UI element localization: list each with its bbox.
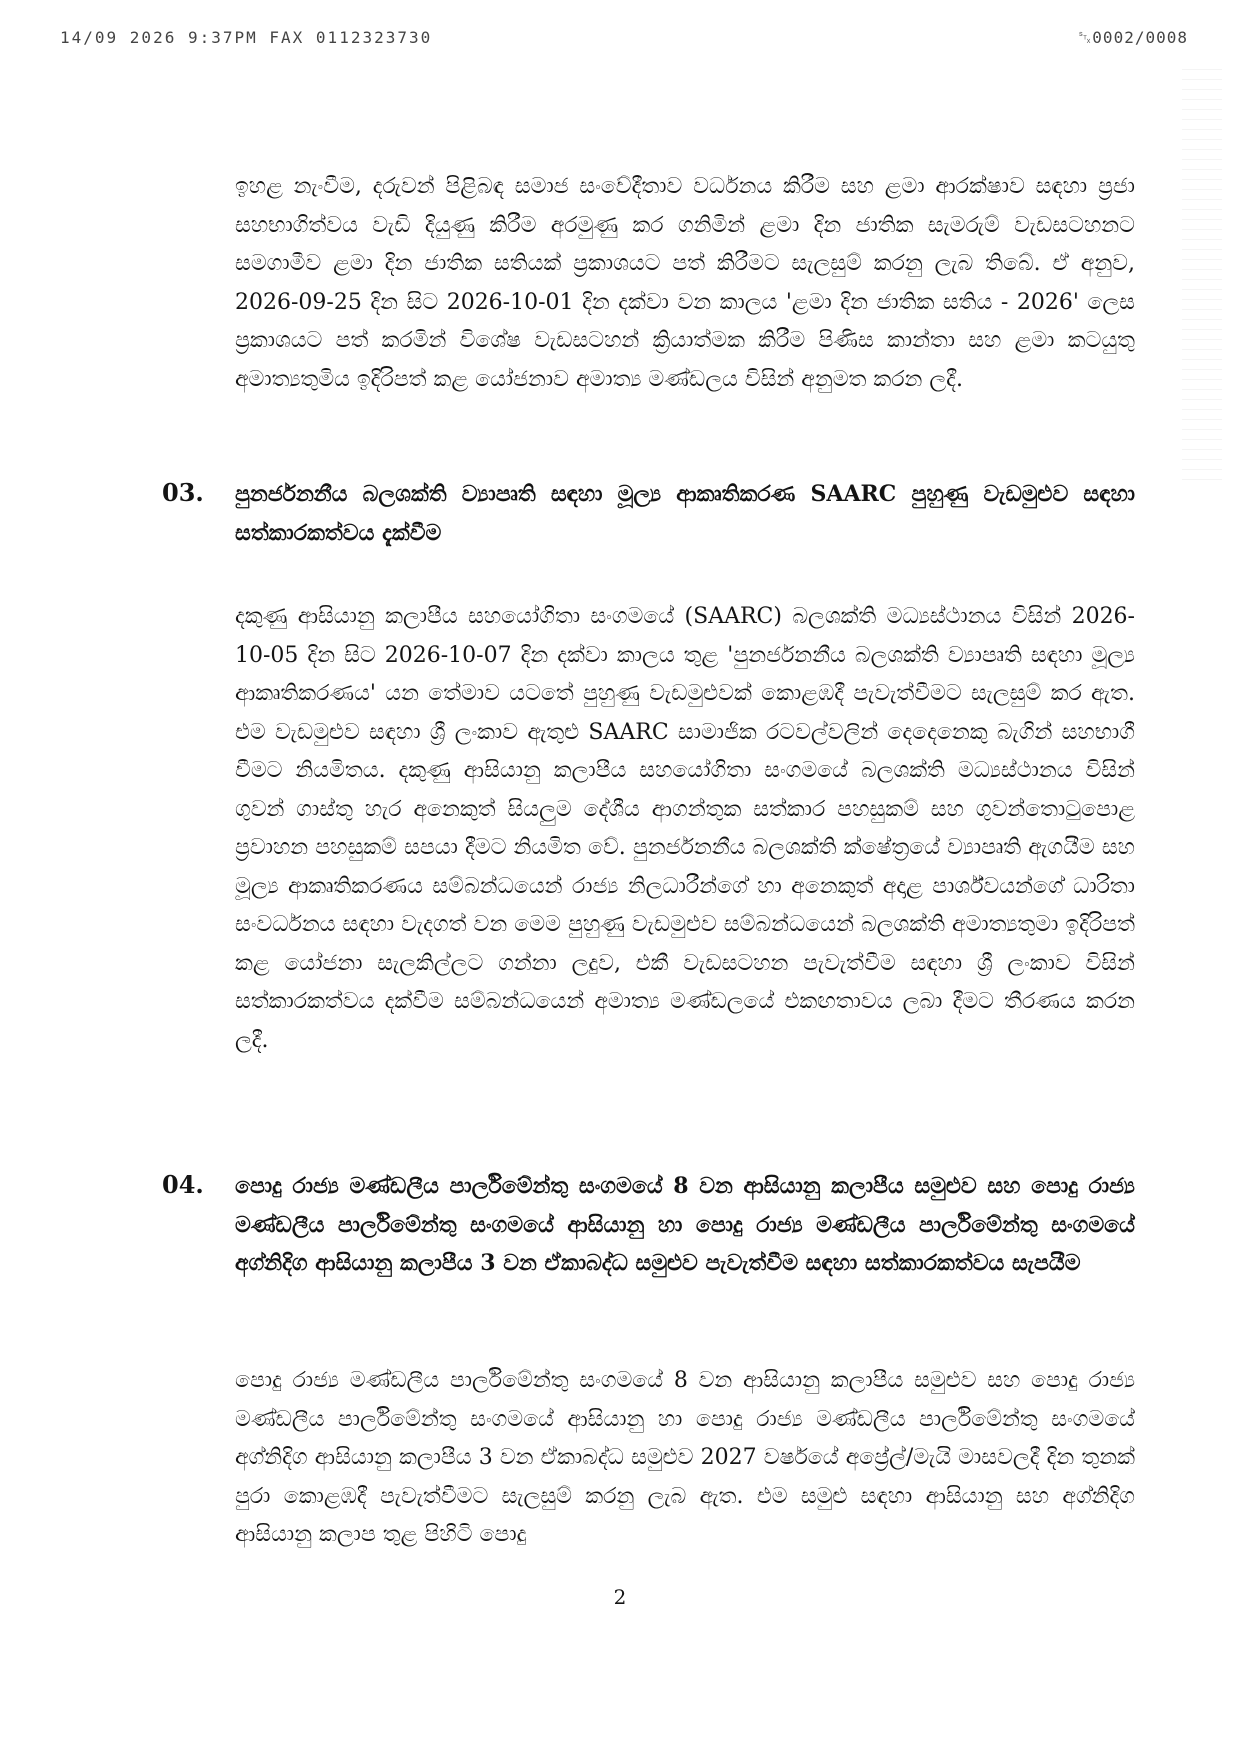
item-title-03: පුනර්ජනනීය බලශක්ති ව්‍යාපෘති සඳහා මූල්‍ය ආකෘතිකරණ SAARC පුහුණු වැඩමුළුව සඳහා සත්කාරකත්වය දැක්වීම: [235, 481, 1135, 546]
item-title-04: පොදු රාජ්‍ය මණ්ඩලීය පාර්ලිමේන්තු සංගමයේ 8 වන ආසියානු කලාපීය සමුළුව සහ පොදු රාජ්‍ය මණ්ඩලීය පාර්ලිමේන්තු සංගමයේ ආසියානු හා පොදු රාජ්‍ය මණ්ඩලීය පාර්ලිමේන්තු සංගමයේ අග්නිදිග ආසියානු කලාපීය 3 වන ඒකාබද්ධ සමුළුව පැවැත්වීම සඳහා සත්කාරකත්වය සැපයීම: [235, 1173, 1135, 1276]
fax-header-left: 14/09 2026 9:37PM FAX 0112323730: [60, 28, 433, 47]
item-body-04: පොදු රාජ්‍ය මණ්ඩලීය පාර්ලිමේන්තු සංගමයේ 8 වන ආසියානු කලාපීය සමුළුව සහ පොදු රාජ්‍ය මණ්ඩලීය පාර්ලිමේන්තු සංගමයේ ආසියානු හා පොදු රාජ්‍ය මණ්ඩලීය පාර්ලිමේන්තු සංගමයේ අග්නිදිග ආසියානු කලාපීය 3 වන ඒකාබද්ධ සමුළුව 2027 වර්ෂයේ අප්‍රේල්/මැයි මාසවලදී දින තුනක් පුරා කොළඹදී පැවැත්වීමට සැලසුම් කරනු ලැබ ඇත. එම සමුළු සඳහා ආසියානු සහ අග්නිදිග ආසියානු කලාප තුළ පිහිටි පොදු: [235, 1368, 1135, 1547]
scan-artifact: [1182, 60, 1222, 480]
item-body-03: දකුණු ආසියානු කලාපීය සහයෝගිතා සංගමයේ (SAARC) බලශක්ති මධ්‍යස්ථානය විසින් 2026-10-05 දින සිට 2026-10-07 දින දක්වා කාලය තුළ 'පුනර්ජනනීය බලශක්ති ව්‍යාපෘති සඳහා මූල්‍ය ආකෘතිකරණය' යන තේමාව යටතේ පුහුණු වැඩමුළුවක් කොළඹදී පැවැත්වීමට සැලසුම් කර ඇත. එම වැඩමුළුව සඳහා ශ්‍රී ලංකාව ඇතුළු SAARC සාමාජික රටවල්වලින් දෙදෙනෙකු බැගින් සහභාගී වීමට නියමිතය. දකුණු ආසියානු කලාපීය සහයෝගිතා සංගමයේ බලශක්ති මධ්‍යස්ථානය විසින් ගුවන් ගාස්තු හැර අනෙකුත් සියලුම දේශීය ආගන්තුක සත්කාර පහසුකම් සහ ගුවන්තොටුපොළ ප්‍රවාහන පහසුකම් සපයා දීමට නියමිත වේ. පුනර්ජනනීය බලශක්ති ක්ෂේත්‍රයේ ව්‍යාපෘති ඇගයීම සහ මූල්‍ය ආකෘතිකරණය සම්බන්ධයෙන් රාජ්‍ය නිලධාරීන්ගේ හා අනෙකුත් අදාළ පාර්ශ්වයන්ගේ ධාරිතා සංවර්ධනය සඳහා වැදගත් වන මෙම පුහුණු වැඩමුළුව සම්බන්ධයෙන් බලශක්ති අමාත්‍යතුමා ඉදිරිපත් කළ යෝජනා සැලකිල්ලට ගන්නා ලදුව, එකී වැඩසටහන පැවැත්වීම සඳහා ශ්‍රී ලංකාව විසින් සත්කාරකත්වය දක්වීම සම්බන්ධයෙන් අමාත්‍ය මණ්ඩලයේ එකඟතාවය ලබා දීමට තීරණය කරන ලදී.: [235, 604, 1135, 1053]
intro-paragraph: ඉහළ නැංවීම, දරුවන් පිළිබඳ සමාජ සංවේදීතාව වර්ධනය කිරීම සහ ළමා ආරක්ෂාව සඳහා ප්‍රජා සහභාගිත්වය වැඩි දියුණු කිරීම අරමුණු කර ගනිමින් ළමා දින ජාතික සැමරුම් වැඩසටහනට සමගාමීව ළමා දින ජාතික සතියක් ප්‍රකාශයට පත් කිරීමට සැලසුම් කරනු ලැබ තිබේ. ඒ අනුව, 2026-09-25 දින සිට 2026-10-01 දින දක්වා වන කාලය 'ළමා දින ජාතික සතිය - 2026' ලෙස ප්‍රකාශයට පත් කරමින් විශේෂ වැඩසටහන් ක්‍රියාත්මක කිරීම පිණිස කාන්තා සහ ළමා කටයුතු අමාත්‍යතුමිය ඉදිරිපත් කළ යෝජනාව අමාත්‍ය මණ්ඩලය විසින් අනුමත කරන ලදී.: [235, 174, 1135, 392]
page-number: 2: [613, 1585, 627, 1609]
item-number-04: 04.: [162, 1170, 204, 1199]
item-number-03: 03.: [162, 478, 204, 507]
fax-header-page-count: ␂0002/0008: [1078, 28, 1188, 47]
